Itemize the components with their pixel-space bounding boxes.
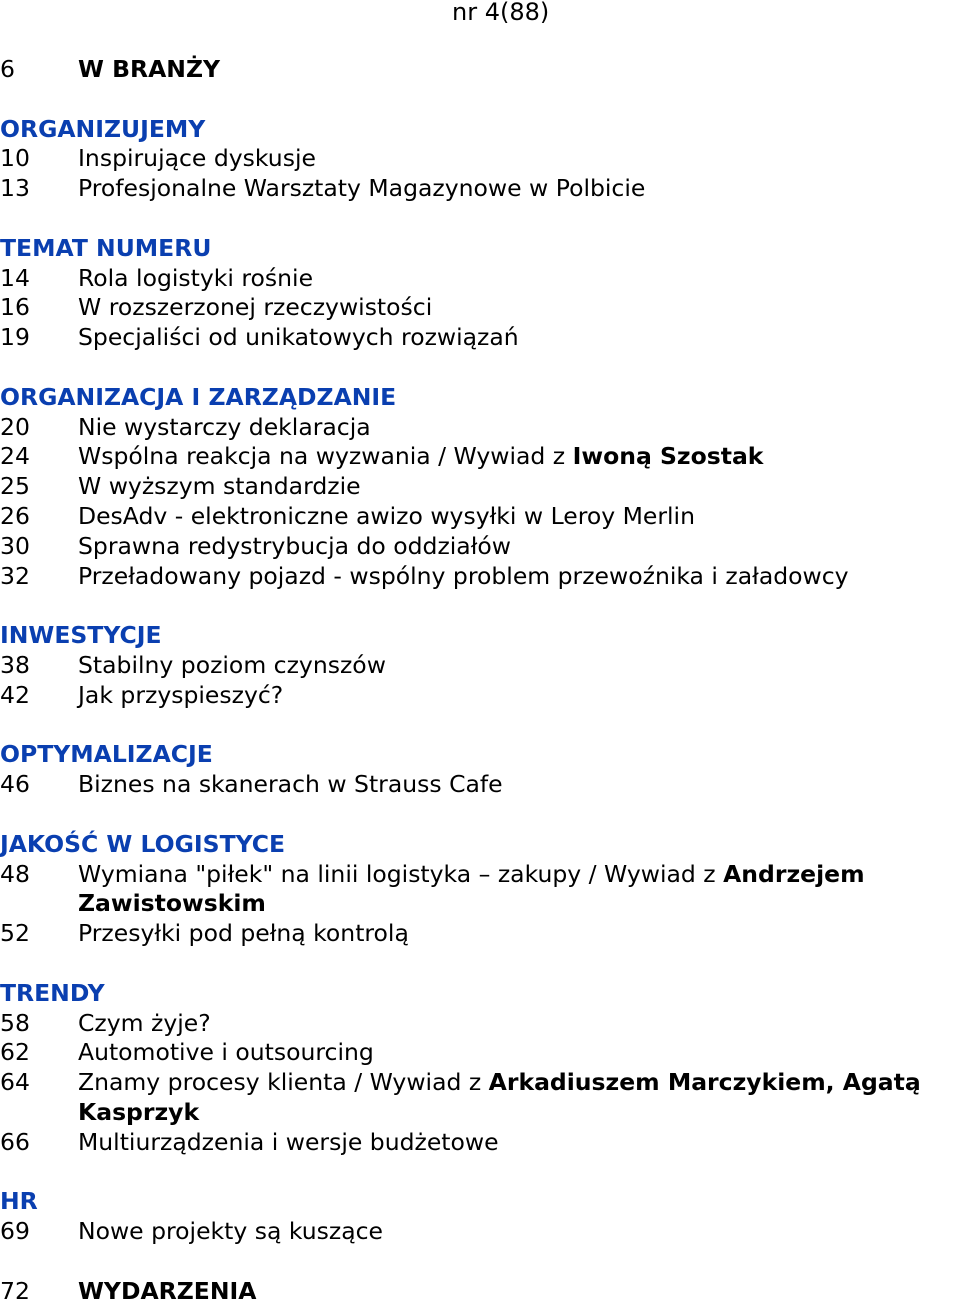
toc-entry[interactable] bbox=[0, 532, 960, 562]
entry-title bbox=[78, 472, 960, 502]
page-number: 48 bbox=[0, 859, 30, 888]
toc-entry[interactable] bbox=[0, 472, 960, 502]
page-number: 42 bbox=[0, 680, 30, 709]
toc-entry[interactable] bbox=[0, 1068, 960, 1128]
entry-title bbox=[78, 860, 960, 920]
entry-title-text: Multiurządzenia i wersje budżetowe bbox=[78, 1127, 499, 1156]
entry-title bbox=[78, 562, 960, 592]
entry-title bbox=[78, 442, 960, 472]
section-heading: ORGANIZACJA I ZARZĄDZANIE bbox=[0, 382, 397, 411]
toc-entry[interactable] bbox=[0, 919, 960, 949]
entry-title bbox=[78, 681, 960, 711]
page-number: 46 bbox=[0, 770, 30, 799]
toc-entry[interactable] bbox=[0, 1038, 960, 1068]
page-number: 64 bbox=[0, 1068, 30, 1097]
entry-title bbox=[78, 1277, 960, 1306]
entry-title bbox=[78, 293, 960, 323]
entry-title-text: DesAdv - elektroniczne awizo wysyłki w Leroy Merlin bbox=[78, 501, 695, 530]
entry-title-bold: WYDARZENIA bbox=[78, 1276, 257, 1305]
toc-entry[interactable] bbox=[0, 55, 960, 85]
entry-title-text: Profesjonalne Warsztaty Magazynowe w Polbicie bbox=[78, 174, 646, 203]
page-number: 66 bbox=[0, 1127, 30, 1156]
page-number: 16 bbox=[0, 293, 30, 322]
entry-title-text: W rozszerzonej rzeczywistości bbox=[78, 293, 433, 322]
entry-title bbox=[78, 1068, 960, 1128]
entry-title-text: Automotive i outsourcing bbox=[78, 1038, 374, 1067]
entry-title bbox=[78, 1217, 960, 1247]
entry-title-bold: W BRANŻY bbox=[78, 55, 221, 83]
entry-title bbox=[78, 323, 960, 353]
page-number: 20 bbox=[0, 412, 30, 441]
entry-title-text: Nie wystarczy deklaracja bbox=[78, 412, 371, 441]
entry-title bbox=[78, 264, 960, 294]
entry-title-text: Specjaliści od unikatowych rozwiązań bbox=[78, 323, 519, 352]
page-number: 58 bbox=[0, 1008, 30, 1037]
entry-title-bold: Arkadiuszem Marczykiem, Agatą Kasprzyk bbox=[78, 1068, 921, 1126]
entry-title-text: Przesyłki pod pełną kontrolą bbox=[78, 919, 409, 948]
entry-title-text: Jak przyspieszyć? bbox=[78, 680, 284, 709]
entry-title bbox=[78, 1009, 960, 1039]
page-number: 30 bbox=[0, 531, 30, 560]
toc-entry[interactable] bbox=[0, 174, 960, 204]
toc-entry[interactable] bbox=[0, 413, 960, 443]
entry-title bbox=[78, 651, 960, 681]
toc-entry[interactable] bbox=[0, 1009, 960, 1039]
entry-title bbox=[78, 502, 960, 532]
section-heading: OPTYMALIZACJE bbox=[0, 740, 213, 769]
toc-entry[interactable] bbox=[0, 1217, 960, 1247]
entry-title-text: Znamy procesy klienta / Wywiad z bbox=[78, 1068, 489, 1097]
entry-title-text: Wspólna reakcja na wyzwania / Wywiad z bbox=[78, 442, 573, 471]
toc-entry[interactable] bbox=[0, 562, 960, 592]
entry-title-text: Inspirujące dyskusje bbox=[78, 144, 316, 173]
entry-title bbox=[78, 174, 960, 204]
toc-entry[interactable] bbox=[0, 1128, 960, 1158]
page-number: 24 bbox=[0, 442, 30, 471]
entry-title-text: Rola logistyki rośnie bbox=[78, 263, 314, 292]
entry-title bbox=[78, 144, 960, 174]
entry-title-text: Przeładowany pojazd - wspólny problem przewoźnika i załadowcy bbox=[78, 561, 849, 590]
page-number: 72 bbox=[0, 1276, 30, 1305]
entry-title-text: Nowe projekty są kuszące bbox=[78, 1217, 383, 1246]
page-number: 14 bbox=[0, 263, 30, 292]
section-heading: JAKOŚĆ W LOGISTYCE bbox=[0, 829, 286, 858]
entry-title bbox=[78, 532, 960, 562]
entry-title bbox=[78, 1038, 960, 1068]
section-heading: TRENDY bbox=[0, 978, 105, 1007]
entry-title bbox=[78, 919, 960, 949]
page-number: 62 bbox=[0, 1038, 30, 1067]
issue-number: nr 4(88) bbox=[452, 0, 550, 26]
toc-entry[interactable] bbox=[0, 770, 960, 800]
entry-title-text: W wyższym standardzie bbox=[78, 472, 361, 501]
toc-entry[interactable] bbox=[0, 323, 960, 353]
toc-entry[interactable] bbox=[0, 442, 960, 472]
toc-entry[interactable] bbox=[0, 293, 960, 323]
page-number: 69 bbox=[0, 1217, 30, 1246]
toc-entry[interactable] bbox=[0, 502, 960, 532]
toc-entry[interactable] bbox=[0, 264, 960, 294]
entry-title-bold: Andrzejem Zawistowskim bbox=[78, 859, 865, 918]
section-heading: ORGANIZUJEMY bbox=[0, 114, 206, 143]
section-heading: TEMAT NUMERU bbox=[0, 233, 212, 262]
page-number: 25 bbox=[0, 472, 30, 501]
entry-title-text: Sprawna redystrybucja do oddziałów bbox=[78, 531, 511, 560]
page-number: 13 bbox=[0, 174, 30, 203]
page-number: 10 bbox=[0, 144, 30, 173]
toc-entry[interactable] bbox=[0, 860, 960, 920]
entry-title-text: Stabilny poziom czynszów bbox=[78, 650, 386, 679]
page-number: 38 bbox=[0, 650, 30, 679]
section-heading: INWESTYCJE bbox=[0, 621, 162, 650]
toc-entry[interactable] bbox=[0, 144, 960, 174]
page-number: 32 bbox=[0, 561, 30, 590]
page-number: 26 bbox=[0, 501, 30, 530]
toc-entry[interactable] bbox=[0, 681, 960, 711]
entry-title-text: Wymiana "piłek" na linii logistyka – zakupy / Wywiad z bbox=[78, 859, 724, 888]
entry-title bbox=[78, 55, 960, 85]
section-heading: HR bbox=[0, 1187, 38, 1216]
page-number: 52 bbox=[0, 919, 30, 948]
toc-entry[interactable] bbox=[0, 651, 960, 681]
entry-title bbox=[78, 1128, 960, 1158]
entry-title-text: Biznes na skanerach w Strauss Cafe bbox=[78, 770, 503, 799]
page-number: 19 bbox=[0, 323, 30, 352]
entry-title-text: Czym żyje? bbox=[78, 1008, 211, 1037]
table-of-contents bbox=[0, 55, 960, 1306]
toc-entry[interactable] bbox=[0, 1277, 960, 1306]
entry-title-bold: Iwoną Szostak bbox=[572, 442, 764, 471]
entry-title bbox=[78, 413, 960, 443]
page-number: 6 bbox=[0, 55, 15, 83]
entry-title bbox=[78, 770, 960, 800]
